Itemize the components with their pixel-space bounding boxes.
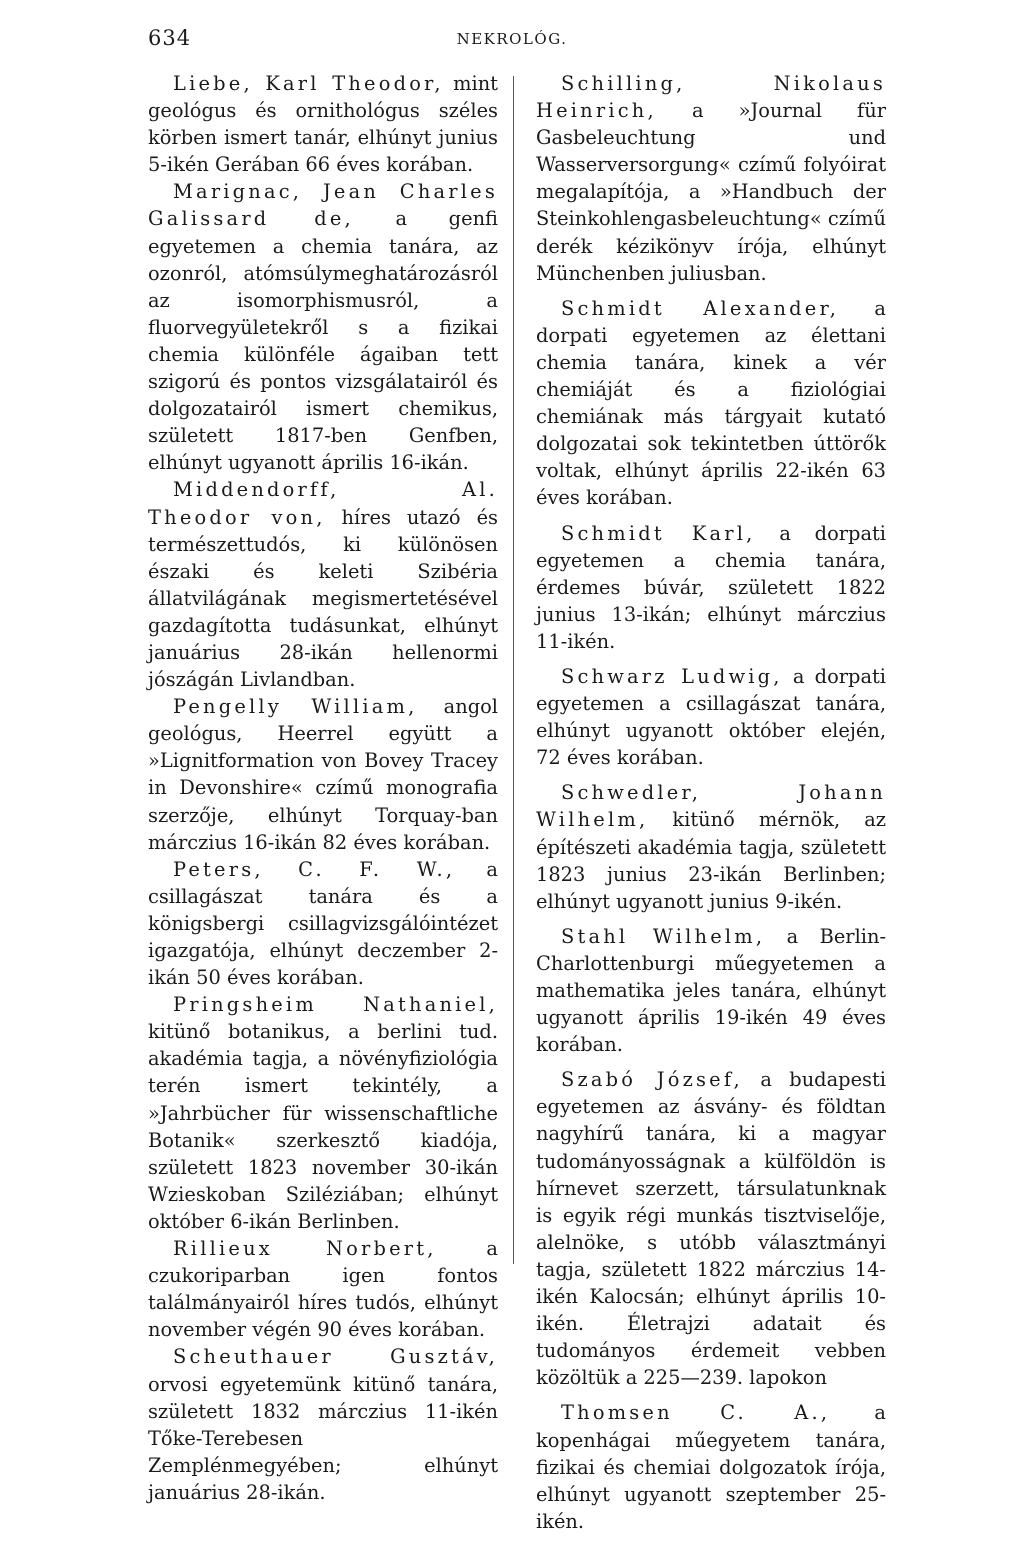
entry-name: Schilling, Nikolaus Heinrich, [536, 72, 886, 123]
entry-text: a »Journal für Gasbeleuchtung und Wasserversorgung« czímű folyóirat megalapítója, a »Handbuch der Steinkohlengasbeleuchtung« czímű derék kézikönyv írója, elhúnyt Münchenben juliusban. [536, 99, 887, 285]
obituary-entry [148, 1343, 498, 1506]
entry-text: kitünő mérnök, az építészeti akadémia tagja, született 1823 junius 23-ikán Berlinben; elhúnyt ugyanott junius 9-ikén. [536, 808, 886, 913]
entry-text: a budapesti egyetemen az ásvány- és földtan nagyhírű tanára, ki a magyar tudományosságnak a külföldön is hírnevet szerzett, társulatunknak is egyik régi munkás tisztviselője, alelnöke, s utóbb választmányi tagja, született 1822 márczius 14-ikén Kalocsán; elhúnyt április 10-ikén. Életrajzi adatait és tudományos érdemeit vebben közöltük a 225—239. lapokon [536, 1068, 886, 1390]
entry-name: Marignac, Jean Charles Galissard de, [148, 180, 498, 231]
entry-text: a dorpati egyetemen a chemia tanára, érdemes búvár, született 1822 junius 13-ikán; elhúnyt márczius 11-ikén. [536, 521, 886, 653]
obituary-entry [536, 923, 886, 1058]
entry-name: Pengelly William, [173, 695, 418, 719]
entry-text: a dorpati egyetemen az élettani chemia tanára, kinek a vér chemiáját és a fiziológiai chemiának más tárgyait kutató dolgozatai sok tekintetben úttörők voltak, elhúnyt április 22-ikén 63 éves korában. [536, 296, 886, 510]
obituary-entry [536, 663, 886, 771]
entry-name: Thomsen C. A., [561, 1401, 831, 1425]
entry-text: híres utazó és természettudós, ki különösen északi és keleti Szibéria állatvilágának megismertetésével gazdagította tudásunkat, elhúnyt januárius 28-ikán hellenormi jószágán Livlandban. [148, 505, 498, 692]
obituary-entry [536, 1066, 886, 1391]
running-title: NEKROLÓG. [456, 30, 568, 48]
entry-text: mint geológus és ornithológus széles körben ismert tanár, elhúnyt junius 5-ikén Gerában 66 éves korában. [148, 72, 498, 177]
obituary-entry [536, 779, 886, 914]
page-header [0, 26, 1024, 56]
obituary-entry [148, 178, 498, 476]
entry-text: a csillagászat tanára és a königsbergi csillagvizsgálóintézet igazgatója, elhúnyt deczember 2-ikán 50 éves korában. [148, 857, 498, 990]
entry-name: Stahl Wilhelm, [561, 924, 766, 948]
entry-text: a czukoriparban igen fontos találmányairól híres tudós, elhúnyt november végén 90 éves korában. [148, 1237, 498, 1342]
obituary-entry [536, 70, 886, 287]
page-number: 634 [148, 26, 192, 50]
entry-name: Liebe, Karl Theodor, [173, 72, 444, 95]
entry-text: angol geológus, Heerrel együtt a »Lignitformation von Bovey Tracey in Devonshire« czímű monografia szerzője, elhúnyt Torquay-ban márczius 16-ikán 82 éves korában. [148, 695, 498, 854]
obituary-entry [148, 693, 498, 856]
obituary-entry [148, 476, 498, 693]
entry-name: Schmidt Alexander, [561, 296, 840, 320]
entry-name: Pringsheim Nathaniel, [173, 993, 498, 1017]
entry-name: Schmidt Karl, [561, 521, 756, 545]
entry-text: a kopenhágai műegyetem tanára, fizikai és chemiai dolgozatok írója, elhúnyt ugyanott szeptember 25-ikén. [536, 1401, 886, 1533]
entry-name: Szabó József, [561, 1068, 743, 1092]
entry-name: Middendorff, Al. Theodor von, [148, 478, 498, 529]
entry-name: Schwedler, Johann Wilhelm, [536, 781, 886, 832]
entry-text: a Berlin-Charlottenburgi műegyetemen a mathematika jeles tanára, elhúnyt ugyanott április 19-ikén 49 éves korában. [536, 924, 887, 1057]
entry-text: kitünő botanikus, a berlini tud. akadémia tagja, a növényfiziológia terén ismert tekintély, a »Jahrbücher für wissenschaftliche Botanik« szerkesztő kiadója, született 1823 november 30-ikán Wzieskoban Sziléziában; elhúnyt október 6-ikán Berlinben. [148, 1020, 498, 1233]
right-column [536, 70, 886, 1543]
entry-text: a dorpati egyetemen a csillagászat tanára, elhúnyt ugyanott október elején, 72 éves korában. [536, 664, 886, 770]
entry-text: a genfi egyetemen a chemia tanára, az ozonról, atómsúlymeghatározásról az isomorphismusról, a fluorvegyületekről s a fizikai chemia különféle ágaiban tett szigorú és pontos vizsgálatairól és dolgozatairól ismert chemikus, született 1817-ben Genfben, elhúnyt ugyanott április 16-ikán. [148, 207, 498, 475]
obituary-entry [148, 70, 498, 178]
obituary-entry [536, 520, 886, 655]
entry-name: Peters, C. F. W., [173, 857, 456, 881]
obituary-entry [536, 1399, 886, 1534]
obituary-entry [148, 991, 498, 1235]
left-column [148, 70, 498, 1506]
obituary-entry [148, 856, 498, 991]
obituary-entry [536, 295, 886, 512]
entry-name: Scheuthauer Gusztáv, [173, 1345, 498, 1369]
entry-name: Rillieux Norbert, [173, 1237, 437, 1261]
entry-text: orvosi egyetemünk kitünő tanára, született 1832 márczius 11-ikén Tőke-Terebesen Zemplénmegyében; elhúnyt januárius 28-ikán. [148, 1372, 498, 1504]
entry-name: Schwarz Ludwig, [561, 664, 783, 688]
obituary-entry [148, 1235, 498, 1343]
column-divider [513, 76, 514, 1264]
